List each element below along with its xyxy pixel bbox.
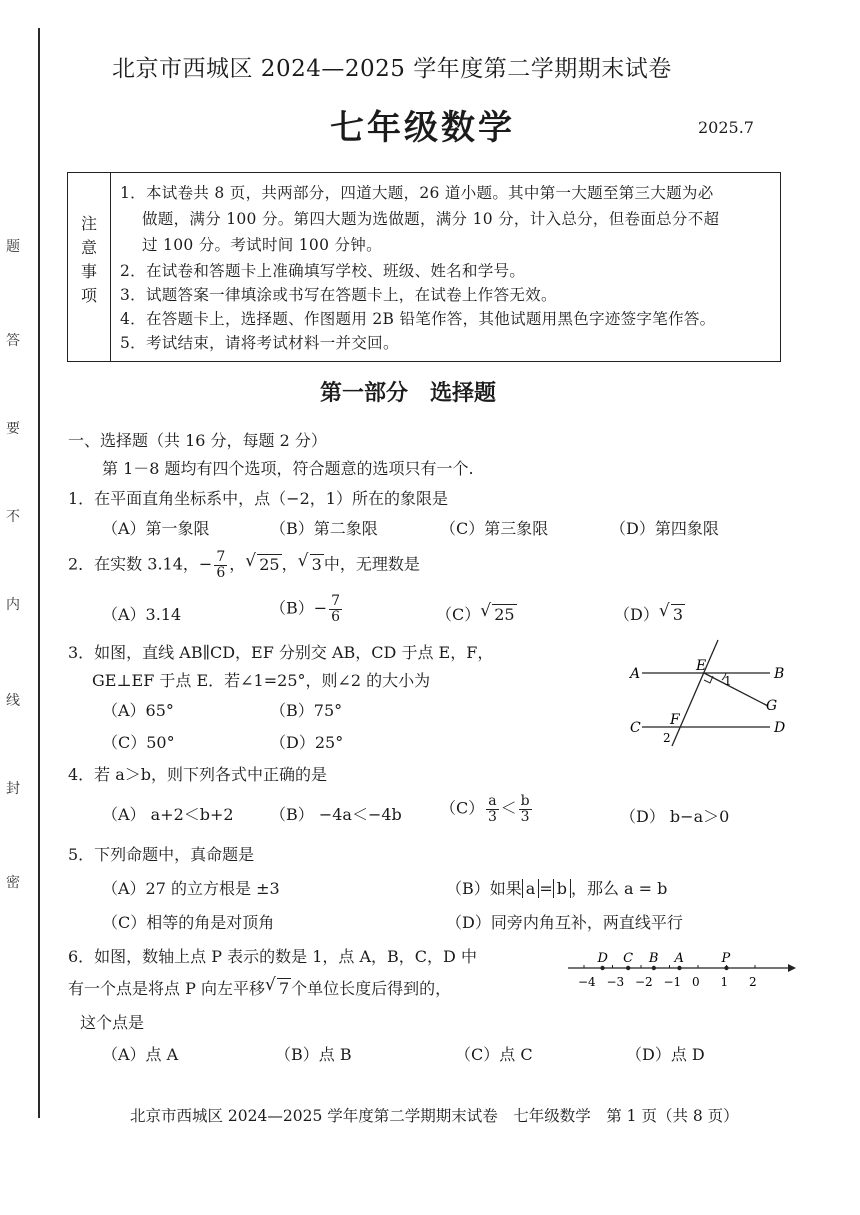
seal-char: 封 (6, 781, 20, 797)
q2-option-d-label: （D） (614, 605, 659, 624)
seal-char: 不 (6, 509, 20, 525)
q2-sep: ， (229, 554, 246, 574)
notice-line: 过 100 分。考试时间 100 分钟。 (142, 236, 382, 254)
q3-label-d: D (774, 720, 786, 736)
q3-label-b: B (774, 666, 785, 682)
page-footer: 北京市西城区 2024—2025 学年度第二学期期末试卷 七年级数学 第 1 页（共 8 页） (130, 1107, 739, 1125)
q2-option-b-neg: − (313, 598, 328, 618)
q3-label-g: G (766, 698, 778, 714)
notice-box (67, 172, 781, 362)
question-2-stem (68, 550, 420, 580)
q6-tick-label: −4 (578, 975, 596, 989)
q6-option-b: （B）点 B (275, 1045, 352, 1064)
q4-option-c (440, 794, 534, 824)
q2-option-b-num: 7 (331, 593, 341, 609)
notice-line: 3．试题答案一律填涂或书写在答题卡上，在试卷上作答无效。 (120, 286, 557, 304)
notice-line: 做题，满分 100 分。第四大题为选做题，满分 10 分，计入总分，但卷面总分不超 (142, 210, 720, 228)
notice-heading-char: 注 (81, 214, 98, 233)
question-group-heading: 一、选择题（共 16 分，每题 2 分） (68, 431, 327, 450)
q6-tick-label: 2 (749, 975, 757, 989)
notice-heading (68, 173, 111, 361)
q6-point-label: A (674, 951, 684, 966)
q3-label-f: F (670, 712, 680, 728)
seal-char: 要 (6, 421, 20, 437)
seal-char: 题 (6, 239, 20, 255)
q5-option-b-prefix: （B）如果 (446, 879, 522, 898)
q6-tick-label: −1 (663, 975, 682, 989)
seal-char: 密 (6, 875, 20, 891)
q4-option-c-frac-a (486, 794, 498, 824)
seal-char: 内 (6, 597, 20, 613)
notice-heading-char: 意 (81, 238, 98, 257)
q1-option-c: （C）第三象限 (440, 519, 549, 538)
q6-points (597, 951, 731, 970)
q4-frac-a-num: a (488, 793, 497, 809)
q2-option-a: （A）3.14 (102, 605, 182, 624)
q3-option-c: （C）50° (102, 733, 175, 752)
notice-line: 5．考试结束，请将考试材料一并交回。 (120, 334, 399, 352)
q6-tick-label: 0 (692, 975, 700, 989)
q3-option-d: （D）25° (270, 733, 344, 752)
notice-heading-char: 项 (81, 286, 98, 305)
q6-point-label: B (648, 951, 659, 966)
q2-option-b-den: 6 (331, 608, 341, 625)
q6-line2-prefix: 有一个点是将点 P 向左平移 (68, 979, 265, 998)
q5-abs-b: b (553, 879, 571, 898)
question-3-line1: 3．如图，直线 AB∥CD，EF 分别交 AB，CD 于点 E，F， (68, 643, 494, 662)
question-6-line2 (68, 976, 451, 999)
question-instruction: 第 1－8 题均有四个选项，符合题意的选项只有一个. (102, 459, 474, 478)
q4-frac-b-num: b (520, 793, 530, 809)
q5-option-b-suffix: ，那么 a = b (570, 879, 668, 898)
question-5-stem: 5．下列命题中，真命题是 (68, 845, 255, 864)
q6-point-label: P (721, 951, 731, 966)
q6-point (652, 966, 656, 970)
question-6-line3: 这个点是 (80, 1013, 145, 1032)
q2-option-c (436, 602, 517, 625)
q2-fraction (214, 550, 227, 580)
q3-angle-1: 1 (724, 674, 732, 688)
q6-tick-label: 1 (720, 975, 729, 989)
q6-tick-label: −2 (635, 975, 653, 989)
q2-sqrt3: √ 3 (310, 554, 324, 574)
q3-option-a: （A）65° (102, 701, 174, 720)
q4-option-b: （B） −4a＜−4b (270, 805, 402, 824)
seal-char: 答 (6, 333, 20, 349)
exam-title: 北京市西城区 2024—2025 学年度第二学期期末试卷 (112, 56, 672, 82)
q6-point-label: C (623, 951, 634, 966)
q2-option-b (270, 594, 344, 624)
q6-option-d: （D）点 D (626, 1045, 705, 1064)
q2-sep: ， (281, 554, 298, 574)
q6-option-c: （C）点 C (455, 1045, 533, 1064)
q6-point (724, 966, 728, 970)
seal-line (38, 28, 40, 1118)
q4-option-a: （A） a+2＜b+2 (102, 805, 234, 824)
q3-figure (620, 630, 800, 750)
q2-option-d-sqrt: √ 3 (671, 604, 685, 624)
q2-option-c-sqrt: √ 25 (492, 604, 516, 624)
q4-frac-b-den: 3 (520, 808, 530, 825)
q6-tick-label: −3 (606, 975, 625, 989)
q2-option-d (614, 602, 685, 625)
notice-line: 1．本试卷共 8 页，共两部分，四道大题，26 道小题。其中第一大题至第三大题为必 (120, 184, 714, 202)
q1-option-d: （D）第四象限 (610, 519, 719, 538)
q6-point (677, 966, 681, 970)
q3-label-c: C (630, 720, 641, 736)
question-6-line1: 6．如图，数轴上点 P 表示的数是 1，点 A，B，C，D 中 (68, 947, 477, 966)
q4-option-d: （D） b−a＞0 (620, 807, 730, 826)
q2-stem-prefix: 2．在实数 3.14， (68, 554, 199, 574)
q3-label-e: E (696, 658, 707, 674)
q2-sqrt25: √ 25 (257, 554, 281, 574)
q4-option-c-lt: ＜ (500, 798, 517, 818)
q5-option-c: （C）相等的角是对顶角 (102, 913, 275, 932)
q6-point-label: D (597, 951, 608, 966)
q2-option-b-label: （B） (270, 598, 314, 618)
q6-option-a: （A）点 A (102, 1045, 179, 1064)
section-title: 第一部分 选择题 (320, 380, 497, 406)
q6-number-line (566, 946, 796, 992)
q4-frac-a-den: 3 (487, 808, 497, 825)
notice-line: 4．在答题卡上，选择题、作图题用 2B 铅笔作答，其他试题用黑色字迹签字笔作答。 (120, 310, 716, 328)
q3-angle-2: 2 (663, 731, 671, 745)
q1-option-b: （B）第二象限 (270, 519, 378, 538)
q2-neg: − (198, 554, 213, 574)
q2-frac-den: 6 (216, 564, 226, 581)
exam-date: 2025.7 (698, 118, 754, 137)
q4-option-c-label: （C） (440, 798, 485, 818)
q5-abs-a: a (522, 879, 540, 898)
q4-option-c-frac-b (519, 794, 532, 824)
question-4-stem: 4．若 a＞b，则下列各式中正确的是 (68, 765, 328, 784)
notice-heading-char: 事 (81, 262, 98, 281)
q6-point (600, 966, 604, 970)
seal-char: 线 (6, 693, 20, 709)
q2-frac-num: 7 (216, 549, 226, 565)
q5-option-b-eq: = (539, 879, 553, 898)
q2-option-b-fraction (329, 594, 342, 624)
notice-line: 2．在试卷和答题卡上准确填写学校、班级、姓名和学号。 (120, 262, 526, 280)
q3-label-a: A (630, 666, 641, 682)
question-1-stem: 1．在平面直角坐标系中，点（−2，1）所在的象限是 (68, 489, 448, 508)
subject-title: 七年级数学 (330, 108, 515, 148)
q3-option-b: （B）75° (270, 701, 343, 720)
q5-option-a: （A）27 的立方根是 ±3 (102, 879, 280, 898)
q2-stem-suffix: 中，无理数是 (323, 554, 420, 574)
q2-option-c-label: （C） (436, 605, 481, 624)
q5-option-d: （D）同旁内角互补，两直线平行 (446, 913, 683, 932)
q5-option-b (446, 876, 667, 899)
q6-sqrt7: √ 7 (277, 978, 291, 998)
q1-option-a: （A）第一象限 (102, 519, 210, 538)
question-3-line2: GE⊥EF 于点 E．若∠1=25°，则∠2 的大小为 (92, 671, 431, 690)
q6-line2-suffix: 个单位长度后得到的， (291, 979, 452, 998)
q6-point (626, 966, 630, 970)
